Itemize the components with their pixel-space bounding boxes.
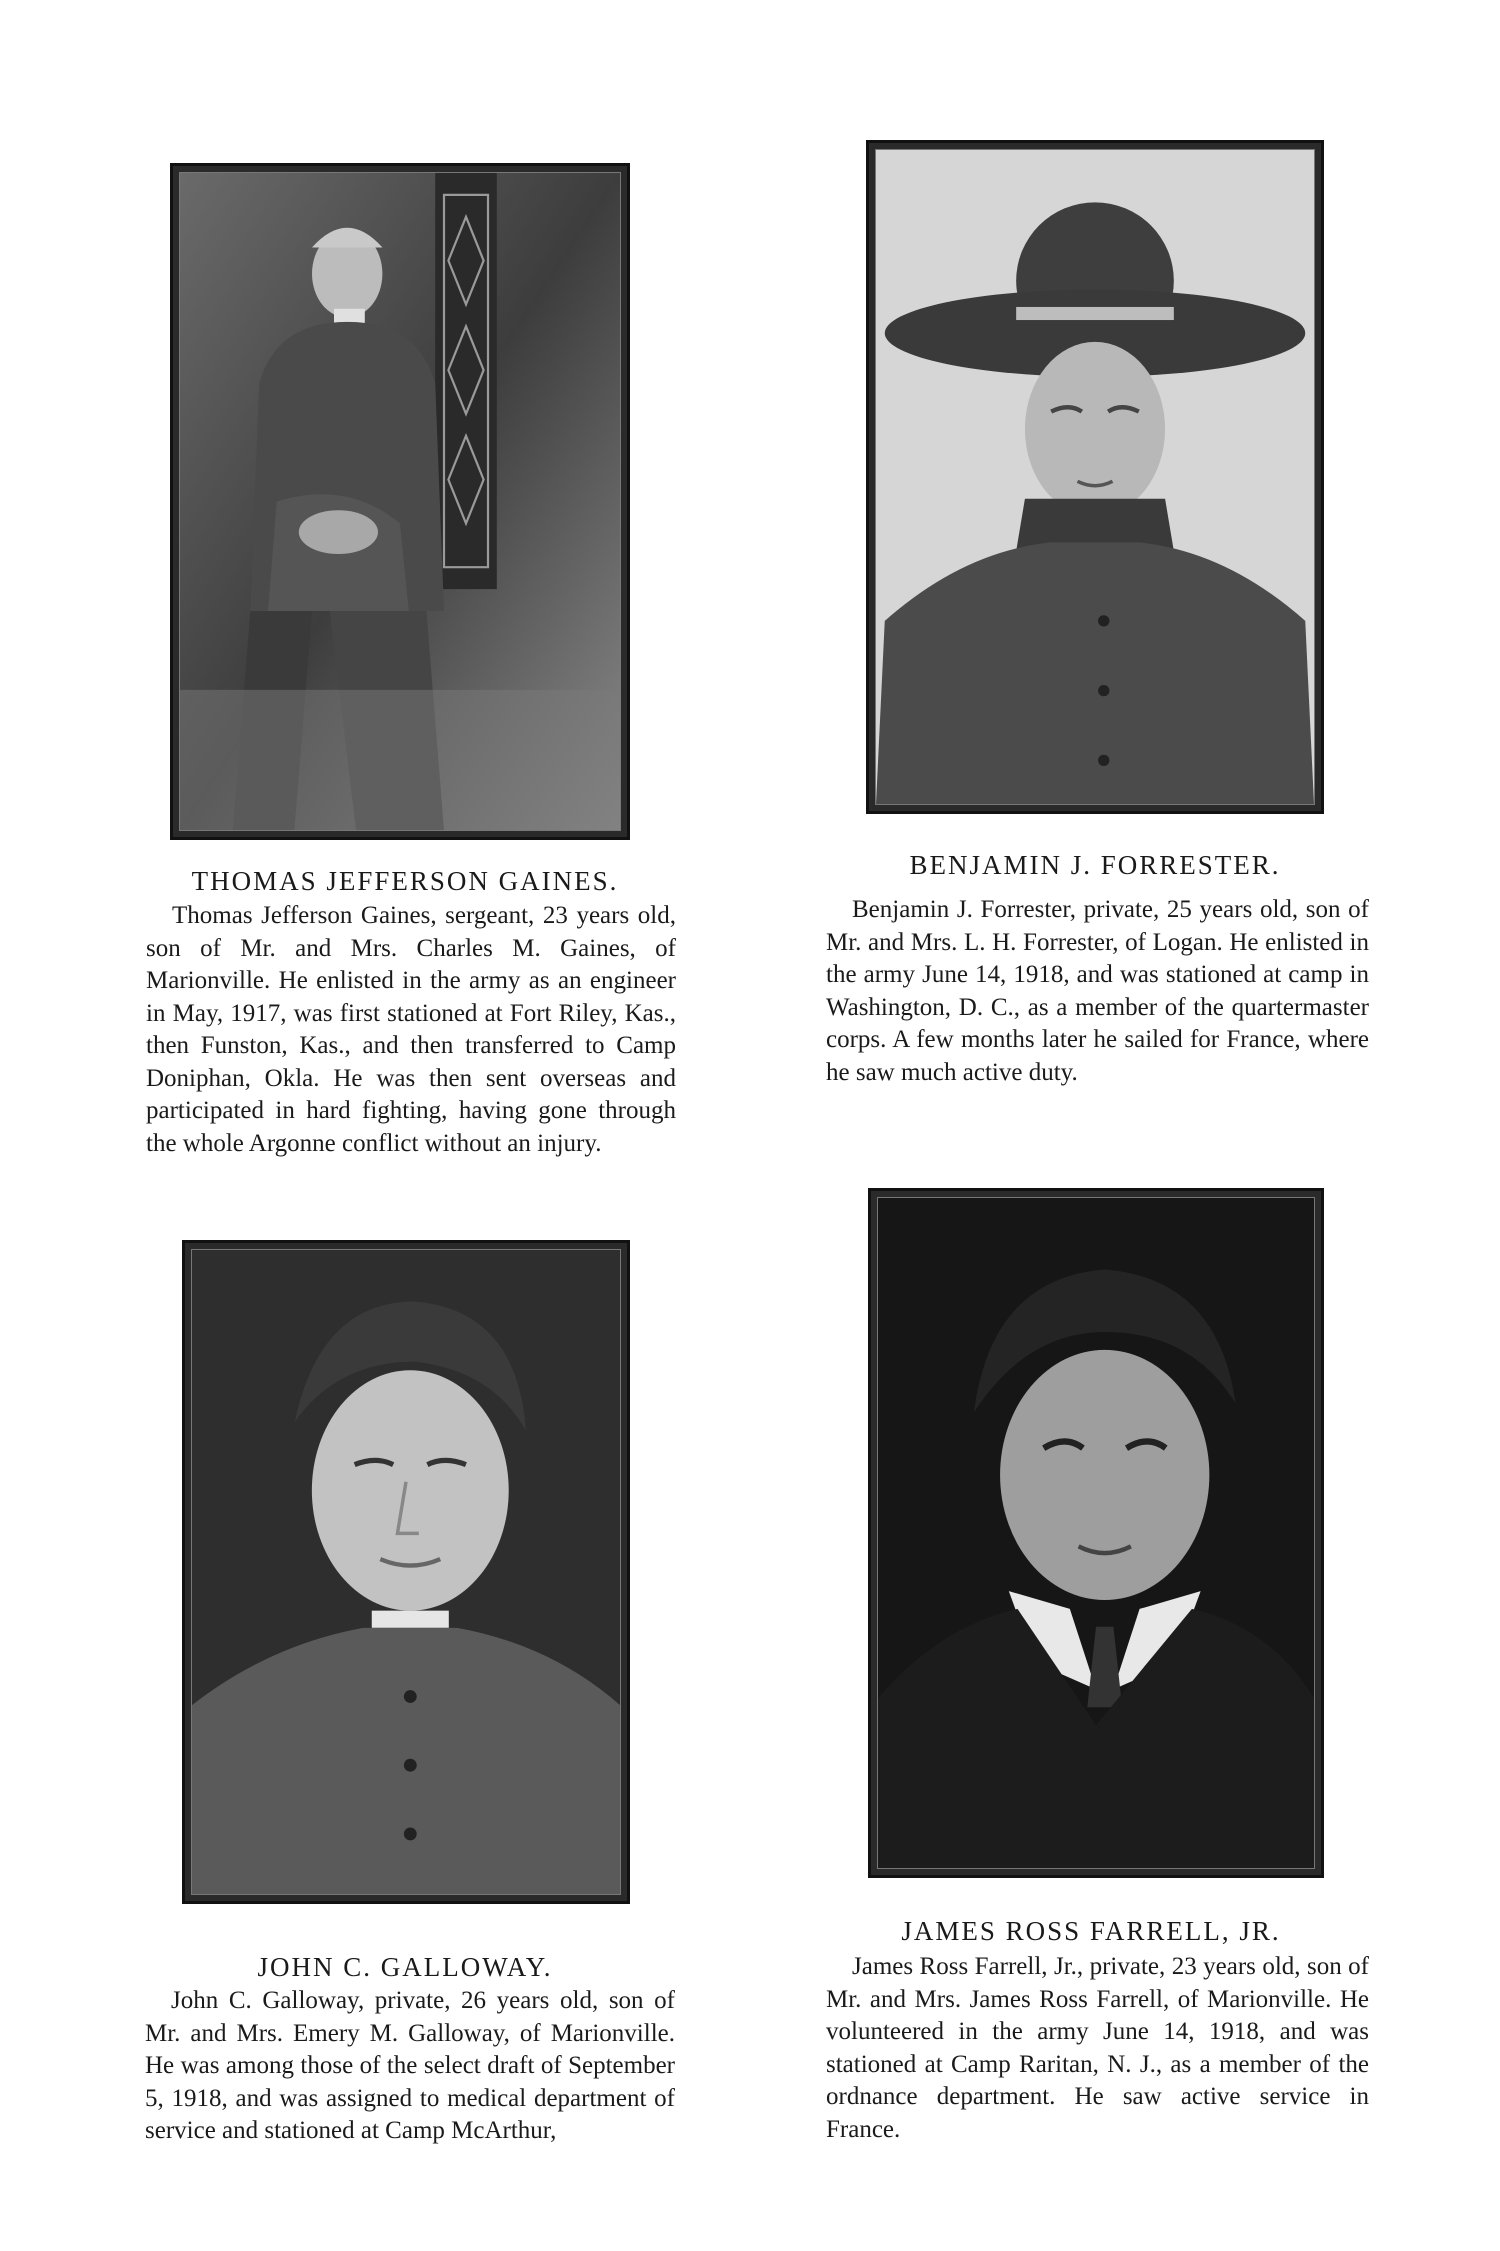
portrait-photo-forrester	[866, 140, 1324, 814]
profile-bio-forrester: Benjamin J. Forrester, private, 25 years old, son of Mr. and Mrs. L. H. Forrester, of Logan. He enlisted in the army June 14, 1918, and was stationed at camp in Washington, D. C., as a member of the quartermaster corps. A few months later he sailed for France, where he saw much active duty.	[826, 896, 1369, 1086]
portrait-photo-farrell	[868, 1188, 1324, 1878]
profile-bio-galloway: John C. Galloway, private, 26 years old, son of Mr. and Mrs. Emery M. Galloway, of Marionville. He was among those of the select draft of September 5, 1918, and was assigned to medical department of service and stationed at Camp McArthur,	[145, 1987, 675, 2144]
profile-bio-farrell: James Ross Farrell, Jr., private, 23 years old, son of Mr. and Mrs. James Ross Farrell, of Marionville. He volunteered in the army June 14, 1918, and was stationed at Camp Raritan, N. J., as a member of the ordnance department. He saw active service in France.	[826, 1953, 1369, 2143]
portrait-photo-gaines	[170, 163, 630, 840]
portrait-photo-galloway	[182, 1240, 630, 1904]
profile-name-farrell: JAMES ROSS FARRELL, JR.	[901, 1916, 1281, 1946]
profile-name-gaines: THOMAS JEFFERSON GAINES.	[191, 866, 619, 896]
profile-name-forrester: BENJAMIN J. FORRESTER.	[909, 850, 1281, 880]
profile-name-galloway: JOHN C. GALLOWAY.	[257, 1952, 553, 1982]
profile-bio-gaines: Thomas Jefferson Gaines, sergeant, 23 years old, son of Mr. and Mrs. Charles M. Gaines, of Marionville. He enlisted in the army as an engineer in May, 1917, was first stationed at Fort Riley, Kas., then Funston, Kas., and then transferred to Camp Doniphan, Okla. He was then sent overseas and participated in hard fighting, having gone through the whole Argonne conflict without an injury.	[146, 902, 676, 1157]
